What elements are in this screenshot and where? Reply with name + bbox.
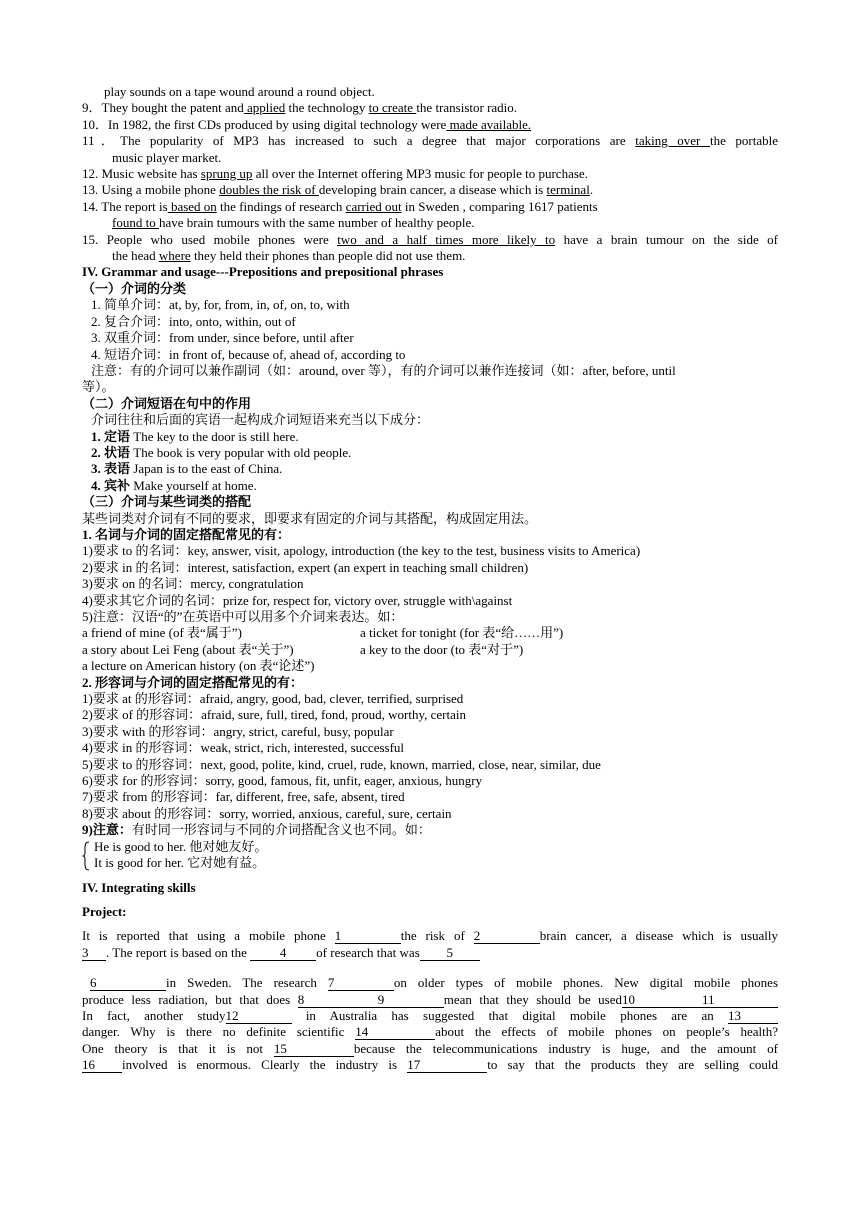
list-item: 4)要求 in 的形容词：weak, strict, rich, interested, successful xyxy=(82,740,405,756)
section-1-note: 注意：有的介词可以兼作副词（如：around, over 等），有的介词可以兼作连接词（如：after, before, until xyxy=(91,362,676,378)
list-item: 3. 双重介词：from under, since before, until after xyxy=(91,330,354,346)
section-2-list xyxy=(82,412,778,494)
text-span: in Australia has suggested that digital mobile phones are an xyxy=(291,1007,728,1023)
text-span: . The report is based on the xyxy=(106,944,251,960)
passage-line xyxy=(82,975,778,991)
item-15-continuation xyxy=(82,248,778,264)
text-span: 10．In 1982, the first CDs produced by using digital technology were xyxy=(82,116,447,132)
text-span: 15. People who used mobile phones were xyxy=(82,231,338,247)
blank-14: 14 xyxy=(355,1024,435,1040)
document-page xyxy=(82,84,778,1074)
text-span: The book is very popular with old people. xyxy=(130,444,352,460)
text-span: 12. Music website has xyxy=(82,166,201,182)
text-span: found to xyxy=(112,215,159,231)
text-span: a lecture on American history (on 表“论述”) xyxy=(82,658,315,674)
text-span: a ticket for tonight (for 表“给……用”) xyxy=(360,625,564,641)
text-span: 2. xyxy=(91,444,101,460)
text-span: 11．The popularity of MP3 has increased to such a degree that major corporations are xyxy=(82,133,636,149)
section-1-list xyxy=(82,297,778,379)
list-item xyxy=(91,461,778,477)
list-item: 3)要求 on 的名词：mercy, congratulation xyxy=(82,576,304,592)
brace-example-group xyxy=(82,839,778,872)
text-span: made available. xyxy=(446,116,532,132)
text-span: a key to the door (to 表“对于”) xyxy=(360,641,524,657)
text-span: a story about Lei Feng (about 表“关于”) xyxy=(82,641,294,657)
text-span: It is reported that using a mobile phone xyxy=(82,928,335,944)
text-span: have brain tumours with the same number of healthy people. xyxy=(158,215,475,231)
text-span: because the telecommunications industry is huge, and the amount of xyxy=(353,1040,778,1056)
list-item: 1)要求 to 的名词：key, answer, visit, apology, introduction (the key to the test, business visits to America) xyxy=(82,543,641,559)
text-span: In fact, another study xyxy=(82,1007,226,1023)
text-span: of research that was xyxy=(316,944,420,960)
text-span: based on xyxy=(167,198,217,214)
text-span: 表语 xyxy=(104,461,131,477)
section-2-intro: 介词往往和后面的宾语一起构成介词短语来充当以下成分： xyxy=(91,412,430,428)
list-item: 4. 短语介词：in front of, because of, ahead of, according to xyxy=(91,346,406,362)
example-row xyxy=(82,625,778,641)
section-3-intro: 某些词类对介词有不同的要求，即要求有固定的介词与其搭配，构成固定用法。 xyxy=(82,510,538,526)
section-3-2-title: 2. 形容词与介词的固定搭配常见的有： xyxy=(82,674,304,690)
blank-4: 4 xyxy=(250,945,316,961)
text-span: in Sweden , comparing 1617 patients xyxy=(401,198,598,214)
passage-line xyxy=(82,945,778,961)
passage-line xyxy=(82,992,778,1008)
text-span: 有时同一形容词与不同的介词搭配含义也不同。如： xyxy=(131,822,431,838)
list-item: 1. 简单介词：at, by, for, from, in, of, on, to, with xyxy=(91,297,350,313)
text-span: doubles the risk of xyxy=(219,182,319,198)
grammar-heading: IV. Grammar and usage---Prepositions and prepositional phrases xyxy=(82,264,444,280)
project-label: Project: xyxy=(82,903,127,919)
text-span: all over the Internet offering MP3 music for people to purchase. xyxy=(252,166,588,182)
list-item xyxy=(91,429,778,445)
text-span: on older types of mobile phones. New digital mobile phones xyxy=(393,975,778,991)
text-span: 定语 xyxy=(104,428,131,444)
integrating-heading: IV. Integrating skills xyxy=(82,879,196,895)
text-span: 9)注意： xyxy=(82,822,132,838)
passage-line xyxy=(82,1008,778,1024)
blank-1: 1 xyxy=(335,928,401,944)
passage-line xyxy=(82,1041,778,1057)
text-span: in Sweden. The research xyxy=(166,975,328,991)
item-10 xyxy=(82,117,778,133)
text-span: music player market. xyxy=(112,149,222,165)
item-13 xyxy=(82,182,778,198)
text-span: the transistor radio. xyxy=(416,100,518,116)
text-span: play sounds on a tape wound around a round object. xyxy=(104,84,375,99)
text-span: have a brain tumour on the side of xyxy=(555,231,779,247)
blank-6: 6 xyxy=(90,975,166,991)
list-item: 5)注意：汉语“的”在英语中可以用多个介词来表达。如： xyxy=(82,609,404,624)
text-span: a friend of mine (of 表“属于”) xyxy=(82,625,242,641)
passage-line xyxy=(82,928,778,944)
section-3-title: （三）介词与某些词类的搭配 xyxy=(82,494,252,510)
list-item: 8)要求 about 的形容词：sorry, worried, anxious, careful, sure, certain xyxy=(82,805,452,821)
text-span: . xyxy=(589,182,594,198)
text-span: the risk of xyxy=(400,928,474,944)
blank-16: 16 xyxy=(82,1057,122,1073)
text-span: where xyxy=(158,248,191,264)
brace-example: He is good to her. 他对她友好。 xyxy=(94,838,268,854)
blank-2: 2 xyxy=(474,928,540,944)
section-1-note-end: 等）。 xyxy=(82,379,115,395)
blank-7: 7 xyxy=(328,975,394,991)
text-span: two and a half times more likely to xyxy=(337,231,556,247)
blank-10: 10 xyxy=(622,992,702,1008)
section-3-2-note xyxy=(82,822,778,838)
text-span: the findings of research xyxy=(216,198,346,214)
brace-example: It is good for her. 它对她有益。 xyxy=(94,855,266,871)
text-span: produce less radiation, but that does xyxy=(82,991,298,1007)
text-span: the portable xyxy=(709,133,779,149)
text-span: 14. The report is xyxy=(82,198,168,214)
blank-17: 17 xyxy=(407,1057,487,1073)
list-item: 2)要求 in 的名词：interest, satisfaction, expert (an expert in teaching small children) xyxy=(82,559,529,575)
text-span: 3. xyxy=(91,461,101,477)
text-span: applied xyxy=(243,100,286,116)
blank-13: 13 xyxy=(728,1008,778,1024)
list-item: 3)要求 with 的形容词：angry, strict, careful, busy, popular xyxy=(82,723,394,739)
blank-9: 9 xyxy=(378,992,444,1008)
passage-line xyxy=(82,1057,778,1073)
example-row xyxy=(82,658,778,674)
item-14 xyxy=(82,199,778,215)
text-span: they held their phones than people did not use them. xyxy=(190,248,466,264)
blank-5: 5 xyxy=(420,945,480,961)
text-span: taking over xyxy=(635,133,710,149)
text-span: the head xyxy=(112,248,159,264)
list-item: 1)要求 at 的形容词：afraid, angry, good, bad, clever, terrified, surprised xyxy=(82,691,464,707)
text-span: 4. xyxy=(91,477,101,493)
text-span: 1. xyxy=(91,428,101,444)
text-span: about the effects of mobile phones on people’s health? xyxy=(435,1024,778,1040)
text-span: Make yourself at home. xyxy=(130,477,257,493)
passage-line xyxy=(82,1024,778,1040)
item-12 xyxy=(82,166,778,182)
blank-15: 15 xyxy=(274,1041,354,1057)
text-span: Japan is to the east of China. xyxy=(130,461,283,477)
list-item: 7)要求 from 的形容词：far, different, free, safe, absent, tired xyxy=(82,789,405,805)
list-item: 2)要求 of 的形容词：afraid, sure, full, tired, fond, proud, worthy, certain xyxy=(82,707,467,723)
text-span: to create xyxy=(368,100,417,116)
text-span: carried out xyxy=(345,198,402,214)
text-span: sprung up xyxy=(200,166,253,182)
text-span: danger. Why is there no definite scientific xyxy=(82,1024,356,1040)
text-span: the technology xyxy=(285,100,369,116)
text-span: The key to the door is still here. xyxy=(130,428,299,444)
section-1-title: （一）介词的分类 xyxy=(82,280,187,296)
brace-icon xyxy=(82,841,90,871)
list-item: 4)要求其它介词的名词：prize for, respect for, victory over, struggle with\against xyxy=(82,592,513,608)
item-11-continuation xyxy=(82,150,778,166)
text-span: 状语 xyxy=(104,444,131,460)
text-span: involved is enormous. Clearly the industry is xyxy=(122,1057,408,1073)
text-span: developing brain cancer, a disease which is xyxy=(318,182,547,198)
list-item: 5)要求 to 的形容词：next, good, polite, kind, cruel, rude, known, married, close, near, similar, due xyxy=(82,756,601,772)
list-item: 2. 复合介词：into, onto, within, out of xyxy=(91,313,296,329)
blank-3: 3 xyxy=(82,945,106,961)
list-item: 6)要求 for 的形容词：sorry, good, famous, fit, unfit, eager, anxious, hungry xyxy=(82,773,483,789)
text-span: mean that they should be used xyxy=(443,991,622,1007)
text-span: One theory is that it is not xyxy=(82,1040,274,1056)
item-15 xyxy=(82,232,778,248)
item-8-continuation xyxy=(82,84,778,100)
text-span: terminal xyxy=(546,182,590,198)
blank-8: 8 xyxy=(298,992,378,1008)
text-span: brain cancer, a disease which is usually xyxy=(539,928,778,944)
blank-11: 11 xyxy=(702,992,778,1008)
item-9 xyxy=(82,100,778,116)
section-3-1-title: 1. 名词与介词的固定搭配常见的有： xyxy=(82,526,291,542)
blank-12: 12 xyxy=(226,1008,292,1024)
item-14-continuation xyxy=(82,215,778,231)
list-item xyxy=(91,478,778,494)
text-span: 9．They bought the patent and xyxy=(82,100,244,116)
text-span: 宾补 xyxy=(104,477,131,493)
text-span: to say that the products they are selling could xyxy=(487,1057,778,1073)
text-span: 13. Using a mobile phone xyxy=(82,182,220,198)
section-2-title: （二）介词短语在句中的作用 xyxy=(82,395,252,411)
example-row xyxy=(82,642,778,658)
list-item xyxy=(91,445,778,461)
item-11 xyxy=(82,133,778,149)
